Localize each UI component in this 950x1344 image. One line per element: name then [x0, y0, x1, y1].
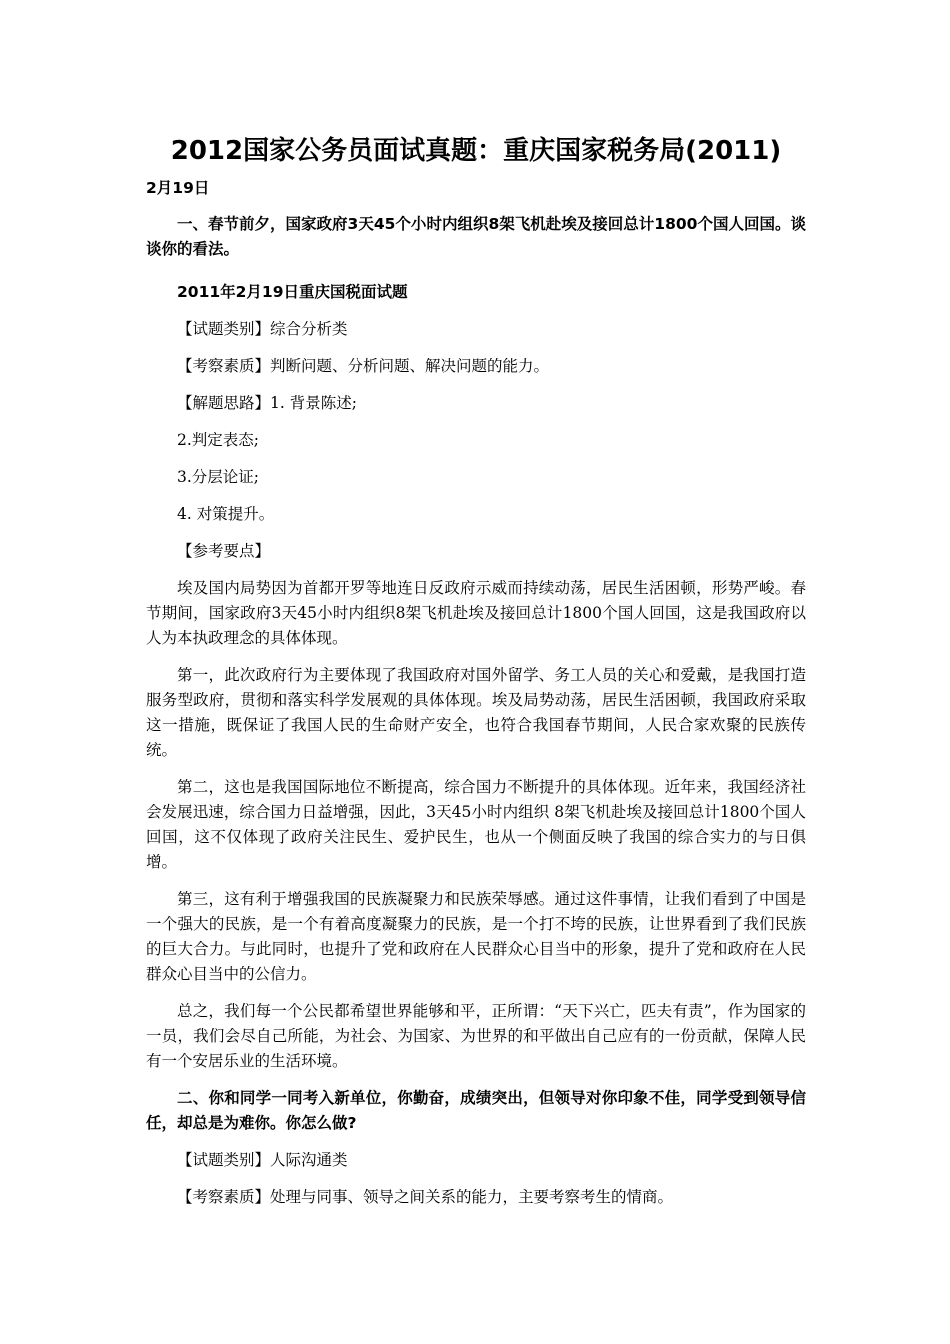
- question-1-paragraph-4: 第三，这有利于增强我国的民族凝聚力和民族荣辱感。通过这件事情，让我们看到了中国是一个强大的民族，是一个有着高度凝聚力的民族，是一个打不垮的民族，让世界看到了我们民族的巨大合力。与此同时，也提升了党和政府在人民群众心目当中的形象，提升了党和政府在人民群众心目当中的公信力。: [146, 890, 806, 983]
- question-1-step-3: 3.分层论证;: [177, 468, 260, 486]
- question-1-paragraph-2: 第一，此次政府行为主要体现了我国政府对国外留学、务工人员的关心和爱戴，是我国打造服务型政府，贯彻和落实科学发展观的具体体现。埃及局势动荡，居民生活困顿，我国政府采取这一措施，既保证了我国人民的生命财产安全，也符合我国春节期间，人民合家欢聚的民族传统。: [146, 666, 806, 759]
- question-1-subtitle: 2011年2月19日重庆国税面试题: [177, 283, 408, 301]
- question-2-quality: 【考察素质】处理与同事、领导之间关系的能力，主要考察考生的情商。: [177, 1188, 674, 1206]
- question-1-paragraph-1: 埃及国内局势因为首都开罗等地连日反政府示威而持续动荡，居民生活困顿，形势严峻。春节期间，国家政府3天45小时内组织8架飞机赴埃及接回总计1800个国人回国，这是我国政府以人为本执政理念的具体体现。: [146, 579, 806, 647]
- question-1-step-4: 4. 对策提升。: [177, 505, 275, 523]
- document-title: 2012国家公务员面试真题：重庆国家税务局(2011): [170, 136, 782, 166]
- document-date: 2月19日: [146, 179, 210, 197]
- question-1: 一、春节前夕，国家政府3天45个小时内组织8架飞机赴埃及接回总计1800个国人回国。谈谈你的看法。: [146, 215, 806, 258]
- question-1-quality: 【考察素质】判断问题、分析问题、解决问题的能力。: [177, 357, 550, 375]
- question-1-paragraph-5: 总之，我们每一个公民都希望世界能够和平，正所谓：“天下兴亡，匹夫有责”，作为国家的一员，我们会尽自己所能，为社会、为国家、为世界的和平做出自己应有的一份贡献，保障人民有一个安居乐业的生活环境。: [146, 1002, 806, 1070]
- question-2-category: 【试题类别】人际沟通类: [177, 1151, 348, 1169]
- document-page: [146, 128, 806, 1210]
- question-1-paragraph-3: 第二，这也是我国国际地位不断提高，综合国力不断提升的具体体现。近年来，我国经济社会发展迅速，综合国力日益增强，因此，3天45小时内组织 8架飞机赴埃及接回总计1800个国人回国，这不仅体现了政府关注民生、爱护民生，也从一个侧面反映了我国的综合实力的与日俱增。: [146, 778, 806, 871]
- question-2: 二、你和同学一同考入新单位，你勤奋，成绩突出，但领导对你印象不佳，同学受到领导信任，却总是为难你。你怎么做?: [146, 1089, 806, 1132]
- question-1-points-heading: 【参考要点】: [177, 542, 271, 560]
- question-1-approach: 【解题思路】1. 背景陈述;: [177, 394, 357, 412]
- question-1-step-2: 2.判定表态;: [177, 431, 260, 449]
- question-1-category: 【试题类别】综合分析类: [177, 320, 348, 338]
